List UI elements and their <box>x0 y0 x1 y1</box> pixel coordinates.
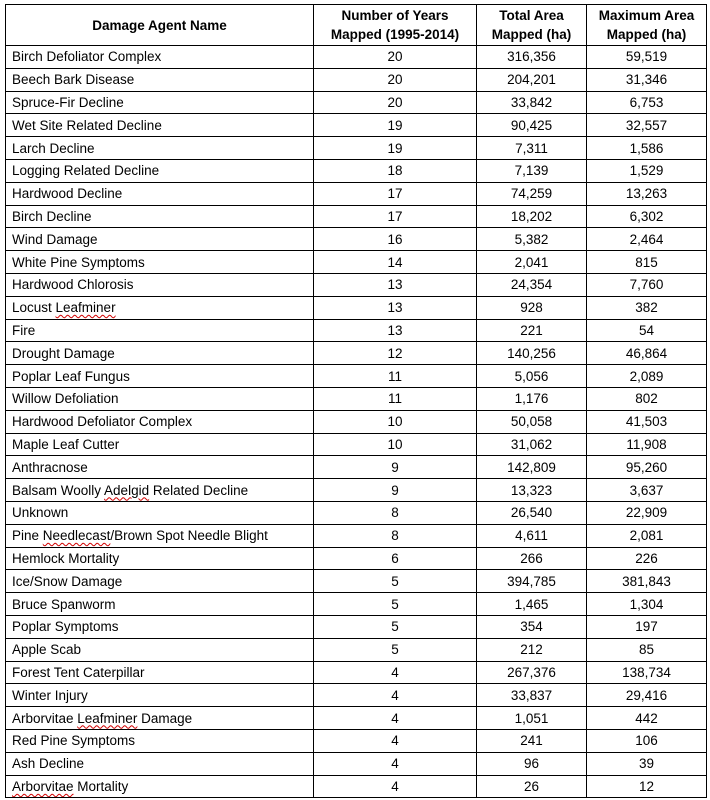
table-row <box>6 570 707 593</box>
cell-damage-agent-name: Unknown <box>6 501 314 524</box>
cell-total-area: 221 <box>477 319 587 342</box>
cell-years-mapped: 6 <box>314 547 477 570</box>
cell-damage-agent-name: Arborvitae Mortality <box>6 775 314 798</box>
cell-damage-agent-name: Birch Decline <box>6 205 314 228</box>
table-row <box>6 159 707 182</box>
table-row <box>6 593 707 616</box>
cell-years-mapped: 13 <box>314 319 477 342</box>
table-row <box>6 228 707 251</box>
table-row <box>6 524 707 547</box>
cell-total-area: 1,465 <box>477 593 587 616</box>
table-row <box>6 91 707 114</box>
cell-years-mapped: 11 <box>314 365 477 388</box>
cell-maximum-area: 802 <box>587 387 707 410</box>
cell-damage-agent-name: Winter Injury <box>6 684 314 707</box>
cell-total-area: 241 <box>477 729 587 752</box>
cell-years-mapped: 10 <box>314 410 477 433</box>
cell-maximum-area: 226 <box>587 547 707 570</box>
header-years-line2: Mapped (1995-2014) <box>330 27 460 42</box>
table-row <box>6 684 707 707</box>
cell-total-area: 74,259 <box>477 182 587 205</box>
header-maximum-area <box>587 5 707 46</box>
header-max-line1: Maximum Area <box>598 8 695 23</box>
cell-years-mapped: 5 <box>314 638 477 661</box>
header-number-of-years <box>314 5 477 46</box>
cell-years-mapped: 19 <box>314 114 477 137</box>
cell-damage-agent-name: Larch Decline <box>6 137 314 160</box>
cell-years-mapped: 4 <box>314 707 477 730</box>
cell-years-mapped: 4 <box>314 729 477 752</box>
damage-agents-table <box>5 4 707 798</box>
table-row <box>6 707 707 730</box>
cell-maximum-area: 138,734 <box>587 661 707 684</box>
header-years-line1: Number of Years <box>341 8 449 23</box>
cell-damage-agent-name: Bruce Spanworm <box>6 593 314 616</box>
cell-years-mapped: 4 <box>314 752 477 775</box>
cell-damage-agent-name: Maple Leaf Cutter <box>6 433 314 456</box>
cell-total-area: 33,837 <box>477 684 587 707</box>
cell-maximum-area: 382 <box>587 296 707 319</box>
cell-maximum-area: 54 <box>587 319 707 342</box>
cell-total-area: 26,540 <box>477 501 587 524</box>
cell-maximum-area: 39 <box>587 752 707 775</box>
cell-years-mapped: 11 <box>314 387 477 410</box>
cell-damage-agent-name: Ice/Snow Damage <box>6 570 314 593</box>
cell-total-area: 5,056 <box>477 365 587 388</box>
spellcheck-flagged-word: Adelgid <box>104 482 150 498</box>
cell-years-mapped: 9 <box>314 456 477 479</box>
cell-years-mapped: 8 <box>314 501 477 524</box>
spellcheck-flagged-word: Needlecast <box>42 528 111 544</box>
table-row <box>6 387 707 410</box>
cell-maximum-area: 197 <box>587 615 707 638</box>
table-row <box>6 638 707 661</box>
cell-years-mapped: 20 <box>314 91 477 114</box>
cell-years-mapped: 4 <box>314 684 477 707</box>
table-row <box>6 114 707 137</box>
cell-years-mapped: 17 <box>314 182 477 205</box>
cell-years-mapped: 10 <box>314 433 477 456</box>
cell-maximum-area: 41,503 <box>587 410 707 433</box>
table-row <box>6 296 707 319</box>
cell-years-mapped: 12 <box>314 342 477 365</box>
cell-total-area: 394,785 <box>477 570 587 593</box>
cell-years-mapped: 13 <box>314 296 477 319</box>
header-row <box>6 5 707 46</box>
cell-damage-agent-name: Poplar Leaf Fungus <box>6 365 314 388</box>
cell-total-area: 7,139 <box>477 159 587 182</box>
cell-damage-agent-name: Apple Scab <box>6 638 314 661</box>
cell-damage-agent-name: Logging Related Decline <box>6 159 314 182</box>
table-row <box>6 410 707 433</box>
cell-total-area: 140,256 <box>477 342 587 365</box>
cell-damage-agent-name: Arborvitae Leafminer Damage <box>6 707 314 730</box>
cell-total-area: 96 <box>477 752 587 775</box>
cell-maximum-area: 11,908 <box>587 433 707 456</box>
cell-maximum-area: 85 <box>587 638 707 661</box>
table-row <box>6 615 707 638</box>
header-total-line2: Mapped (ha) <box>491 27 572 42</box>
cell-years-mapped: 5 <box>314 593 477 616</box>
cell-maximum-area: 2,464 <box>587 228 707 251</box>
cell-maximum-area: 106 <box>587 729 707 752</box>
cell-maximum-area: 12 <box>587 775 707 798</box>
cell-maximum-area: 46,864 <box>587 342 707 365</box>
cell-damage-agent-name: Hardwood Chlorosis <box>6 273 314 296</box>
table-row <box>6 752 707 775</box>
cell-damage-agent-name: Anthracnose <box>6 456 314 479</box>
table-row <box>6 205 707 228</box>
cell-damage-agent-name: Beech Bark Disease <box>6 68 314 91</box>
spellcheck-flagged-word: Arborvitae <box>12 778 74 794</box>
cell-maximum-area: 6,753 <box>587 91 707 114</box>
cell-years-mapped: 4 <box>314 661 477 684</box>
cell-damage-agent-name: Wet Site Related Decline <box>6 114 314 137</box>
header-max-line2: Mapped (ha) <box>606 27 687 42</box>
cell-maximum-area: 22,909 <box>587 501 707 524</box>
table-row <box>6 273 707 296</box>
cell-maximum-area: 815 <box>587 251 707 274</box>
cell-years-mapped: 18 <box>314 159 477 182</box>
cell-total-area: 1,051 <box>477 707 587 730</box>
cell-total-area: 33,842 <box>477 91 587 114</box>
cell-total-area: 2,041 <box>477 251 587 274</box>
cell-total-area: 50,058 <box>477 410 587 433</box>
table-row <box>6 137 707 160</box>
cell-maximum-area: 29,416 <box>587 684 707 707</box>
cell-total-area: 90,425 <box>477 114 587 137</box>
cell-maximum-area: 442 <box>587 707 707 730</box>
cell-years-mapped: 20 <box>314 46 477 69</box>
table-row <box>6 433 707 456</box>
cell-years-mapped: 20 <box>314 68 477 91</box>
cell-damage-agent-name: Poplar Symptoms <box>6 615 314 638</box>
cell-years-mapped: 4 <box>314 775 477 798</box>
cell-years-mapped: 5 <box>314 615 477 638</box>
table-row <box>6 342 707 365</box>
cell-maximum-area: 2,089 <box>587 365 707 388</box>
cell-years-mapped: 5 <box>314 570 477 593</box>
table-row <box>6 479 707 502</box>
table-row <box>6 456 707 479</box>
cell-total-area: 24,354 <box>477 273 587 296</box>
table-row <box>6 251 707 274</box>
cell-total-area: 7,311 <box>477 137 587 160</box>
table-row <box>6 319 707 342</box>
cell-maximum-area: 2,081 <box>587 524 707 547</box>
cell-total-area: 267,376 <box>477 661 587 684</box>
cell-damage-agent-name: Drought Damage <box>6 342 314 365</box>
cell-total-area: 316,356 <box>477 46 587 69</box>
cell-maximum-area: 1,304 <box>587 593 707 616</box>
table-row <box>6 501 707 524</box>
cell-years-mapped: 9 <box>314 479 477 502</box>
cell-damage-agent-name: Locust Leafminer <box>6 296 314 319</box>
cell-damage-agent-name: Red Pine Symptoms <box>6 729 314 752</box>
table-row <box>6 775 707 798</box>
header-damage-agent-name <box>6 5 314 46</box>
cell-maximum-area: 1,529 <box>587 159 707 182</box>
table-body <box>6 46 707 798</box>
cell-total-area: 18,202 <box>477 205 587 228</box>
cell-total-area: 212 <box>477 638 587 661</box>
cell-maximum-area: 59,519 <box>587 46 707 69</box>
cell-damage-agent-name: Willow Defoliation <box>6 387 314 410</box>
cell-maximum-area: 6,302 <box>587 205 707 228</box>
cell-years-mapped: 8 <box>314 524 477 547</box>
spellcheck-flagged-word: Leafminer <box>77 710 138 726</box>
cell-total-area: 266 <box>477 547 587 570</box>
cell-damage-agent-name: Spruce-Fir Decline <box>6 91 314 114</box>
cell-total-area: 4,611 <box>477 524 587 547</box>
cell-damage-agent-name: Balsam Woolly Adelgid Related Decline <box>6 479 314 502</box>
header-total-area <box>477 5 587 46</box>
cell-total-area: 1,176 <box>477 387 587 410</box>
cell-maximum-area: 1,586 <box>587 137 707 160</box>
cell-years-mapped: 16 <box>314 228 477 251</box>
cell-total-area: 5,382 <box>477 228 587 251</box>
table-row <box>6 365 707 388</box>
table-row <box>6 68 707 91</box>
cell-total-area: 13,323 <box>477 479 587 502</box>
spellcheck-flagged-word: Leafminer <box>55 300 116 316</box>
cell-damage-agent-name: Wind Damage <box>6 228 314 251</box>
cell-maximum-area: 7,760 <box>587 273 707 296</box>
cell-damage-agent-name: Hardwood Decline <box>6 182 314 205</box>
cell-total-area: 31,062 <box>477 433 587 456</box>
cell-damage-agent-name: Pine Needlecast/Brown Spot Needle Blight <box>6 524 314 547</box>
header-total-line1: Total Area <box>499 8 564 23</box>
cell-damage-agent-name: Ash Decline <box>6 752 314 775</box>
cell-total-area: 354 <box>477 615 587 638</box>
cell-maximum-area: 13,263 <box>587 182 707 205</box>
table-row <box>6 729 707 752</box>
cell-total-area: 142,809 <box>477 456 587 479</box>
cell-years-mapped: 14 <box>314 251 477 274</box>
cell-damage-agent-name: Forest Tent Caterpillar <box>6 661 314 684</box>
table-container <box>5 4 707 798</box>
cell-maximum-area: 3,637 <box>587 479 707 502</box>
cell-years-mapped: 17 <box>314 205 477 228</box>
table-row <box>6 547 707 570</box>
table-row <box>6 661 707 684</box>
header-name-text: Damage Agent Name <box>92 17 227 33</box>
table-row <box>6 46 707 69</box>
cell-maximum-area: 95,260 <box>587 456 707 479</box>
cell-years-mapped: 19 <box>314 137 477 160</box>
cell-damage-agent-name: Birch Defoliator Complex <box>6 46 314 69</box>
cell-years-mapped: 13 <box>314 273 477 296</box>
cell-total-area: 204,201 <box>477 68 587 91</box>
cell-damage-agent-name: Fire <box>6 319 314 342</box>
cell-damage-agent-name: Hardwood Defoliator Complex <box>6 410 314 433</box>
cell-maximum-area: 381,843 <box>587 570 707 593</box>
cell-damage-agent-name: White Pine Symptoms <box>6 251 314 274</box>
cell-damage-agent-name: Hemlock Mortality <box>6 547 314 570</box>
cell-total-area: 928 <box>477 296 587 319</box>
cell-maximum-area: 31,346 <box>587 68 707 91</box>
table-row <box>6 182 707 205</box>
cell-total-area: 26 <box>477 775 587 798</box>
cell-maximum-area: 32,557 <box>587 114 707 137</box>
